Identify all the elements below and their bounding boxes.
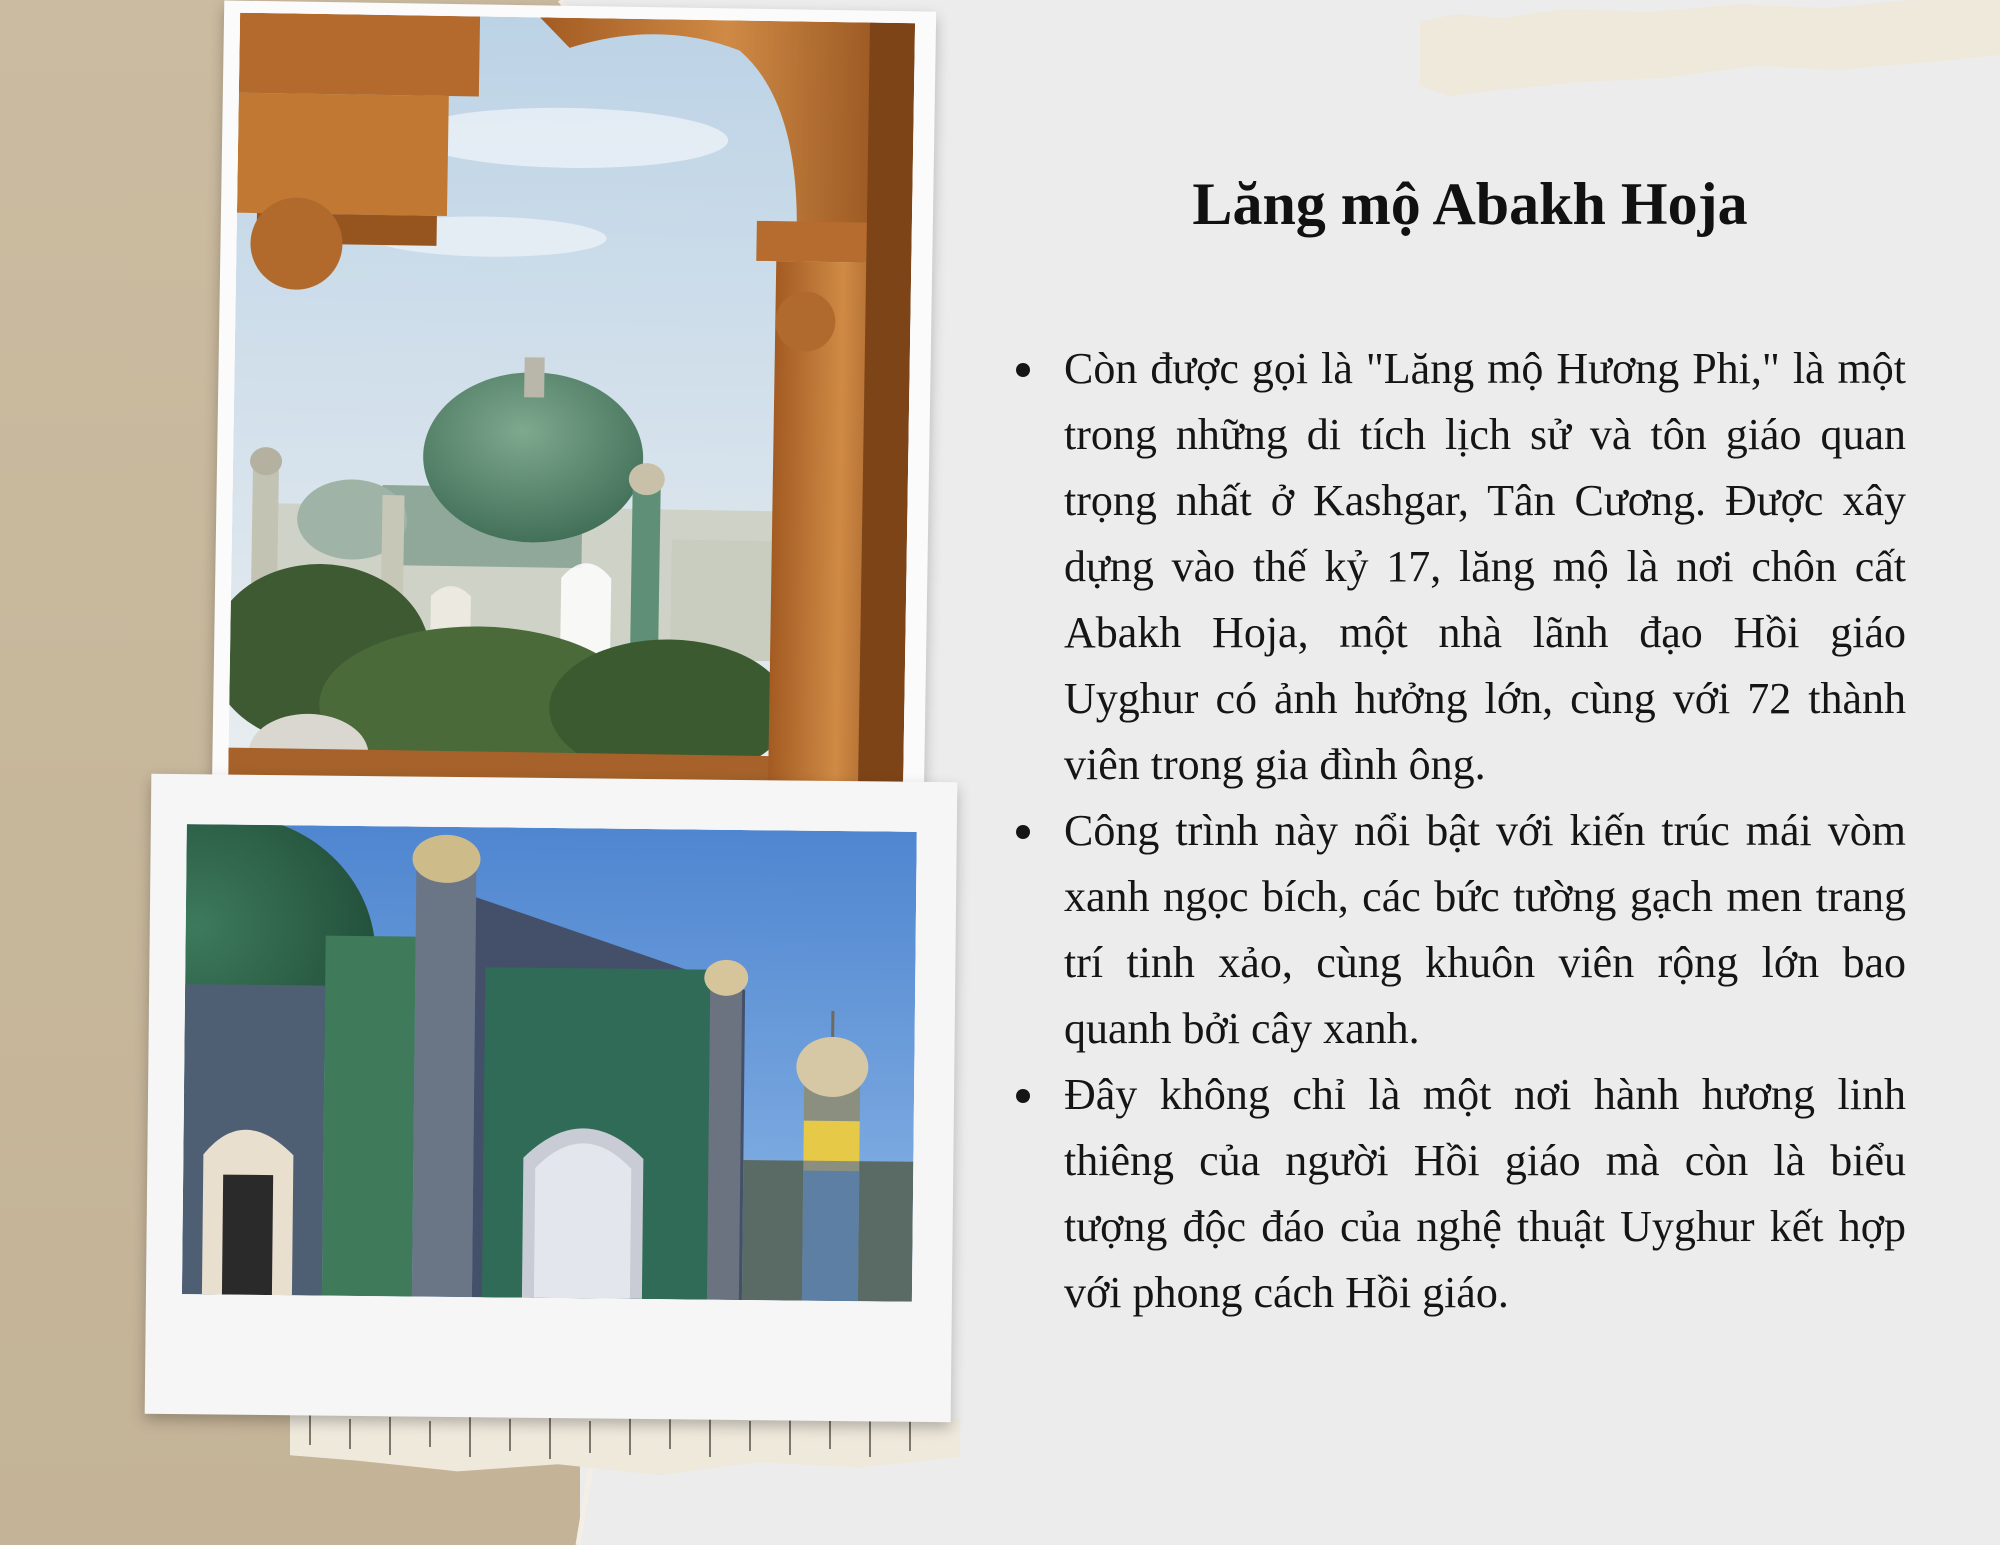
- photo-mausoleum-through-arch: [228, 13, 915, 794]
- polaroid-photo-2: [145, 774, 958, 1422]
- bullet-dot-icon: [1016, 363, 1030, 377]
- polaroid-photo-1: [212, 0, 936, 807]
- photo-tiled-facade-minarets: [182, 824, 917, 1302]
- bullet-list: [1016, 336, 1906, 1326]
- bullet-text: Công trình này nổi bật với kiến trúc mái vòm xanh ngọc bích, các bức tường gạch men trang trí tinh xảo, cùng khuôn viên rộng lớn bao quanh bởi cây xanh.: [1064, 806, 1906, 1053]
- bullet-text: Còn được gọi là "Lăng mộ Hương Phi," là một trong những di tích lịch sử và tôn giáo quan trọng nhất ở Kashgar, Tân Cương. Được xây dựng vào thế kỷ 17, lăng mộ là nơi chôn cất Abakh Hoja, một nhà lãnh đạo Hồi giáo Uyghur có ảnh hưởng lớn, cùng với 72 thành viên trong gia đình ông.: [1064, 344, 1906, 789]
- bullet-item: [1016, 798, 1906, 1062]
- bullet-dot-icon: [1016, 1089, 1030, 1103]
- bullet-dot-icon: [1016, 825, 1030, 839]
- bullet-item: [1016, 336, 1906, 798]
- bullet-item: [1016, 1062, 1906, 1326]
- bullet-text: Đây không chỉ là một nơi hành hương linh thiêng của người Hồi giáo mà còn là biểu tượng độc đáo của nghệ thuật Uyghur kết hợp với phong cách Hồi giáo.: [1064, 1070, 1906, 1317]
- newspaper-scrap-top: [1420, 0, 2000, 100]
- page-title: Lăng mộ Abakh Hoja: [1192, 171, 1748, 237]
